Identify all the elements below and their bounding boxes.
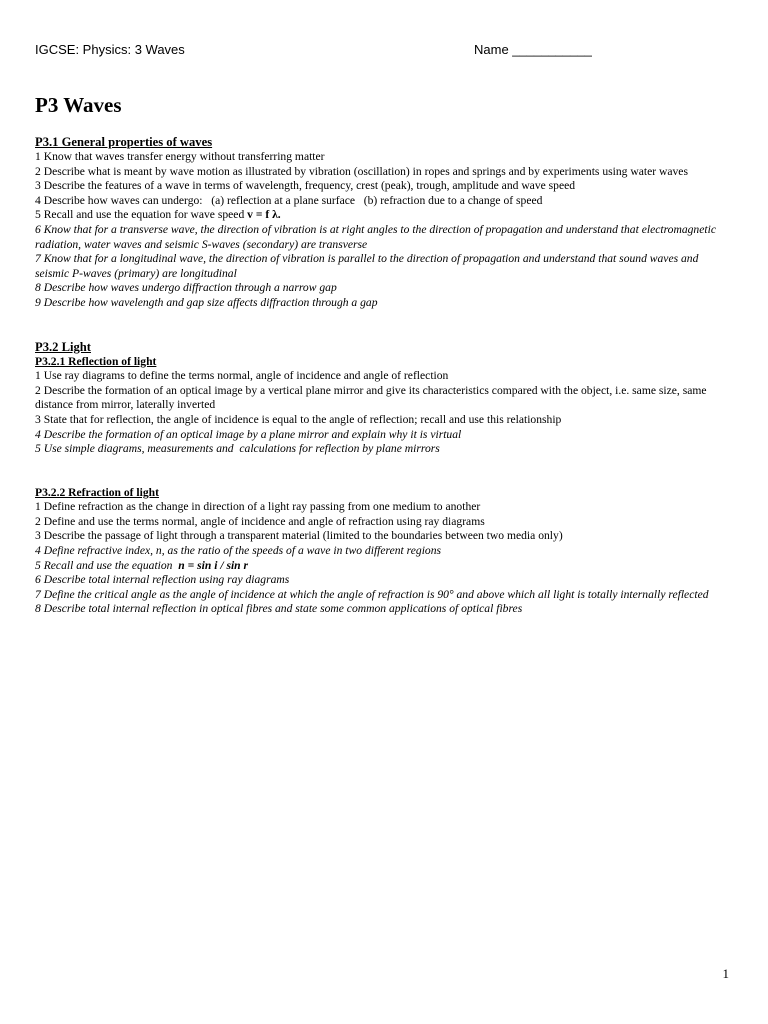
page-number: 1 bbox=[722, 966, 729, 981]
section-heading: P3.2 Light bbox=[35, 339, 91, 354]
list-item: 3 Describe the features of a wave in terms of wavelength, frequency, crest (peak), trough, amplitude and wave speed bbox=[35, 179, 576, 193]
list-item-text: 5 Recall and use the equation for wave speed bbox=[35, 208, 248, 222]
refractive-index-equation: n = sin i / sin r bbox=[178, 558, 249, 572]
list-item: 5 Use simple diagrams, measurements and calculations for reflection by plane mirrors bbox=[35, 442, 440, 456]
list-item-text: 5 Recall and use the equation bbox=[35, 558, 179, 572]
document-body bbox=[35, 135, 735, 617]
wave-speed-equation: v = f λ. bbox=[247, 208, 281, 222]
list-item: 1 Know that waves transfer energy without transferring matter bbox=[35, 150, 325, 163]
page-header bbox=[35, 42, 733, 60]
list-item: 1 Define refraction as the change in direction of a light ray passing from one medium to another bbox=[35, 500, 481, 514]
list-item: 4 Describe the formation of an optical image by a plane mirror and explain why it is virtual bbox=[35, 427, 462, 441]
list-item: 4 Describe how waves can undergo: (a) reflection at a plane surface (b) refraction due to a change of speed bbox=[35, 193, 543, 207]
section-heading: P3.1 General properties of waves bbox=[35, 135, 213, 149]
list-item: 1 Use ray diagrams to define the terms normal, angle of incidence and angle of reflection bbox=[35, 369, 449, 383]
subsection-heading: P3.2.1 Reflection of light bbox=[35, 354, 157, 368]
list-item: 7 Define the critical angle as the angle of incidence at which the angle of refraction is 90° and above which all light is totally internally reflected bbox=[35, 587, 709, 601]
list-item: 2 Define and use the terms normal, angle of incidence and angle of refraction using ray diagrams bbox=[35, 514, 485, 528]
page-title: P3 Waves bbox=[35, 93, 122, 117]
subsection-heading: P3.2.2 Refraction of light bbox=[35, 485, 159, 499]
header-course-title: IGCSE: Physics: 3 Waves bbox=[35, 42, 185, 57]
list-item: 4 Define refractive index, n, as the ratio of the speeds of a wave in two different regions bbox=[35, 544, 442, 558]
list-item bbox=[35, 559, 735, 574]
subsection-reflection bbox=[35, 355, 735, 457]
list-item: 9 Describe how wavelength and gap size affects diffraction through a gap bbox=[35, 295, 378, 309]
list-item: 2 Describe the formation of an optical image by a vertical plane mirror and give its characteristics compared with the object, i.e. same size, same distance from mirror, laterally inverted bbox=[35, 383, 707, 412]
list-item bbox=[35, 208, 735, 223]
list-item: 2 Describe what is meant by wave motion as illustrated by vibration (oscillation) in ropes and springs and by experiments using water waves bbox=[35, 164, 688, 178]
list-item: 6 Describe total internal reflection using ray diagrams bbox=[35, 573, 290, 587]
list-item: 3 Describe the passage of light through a transparent material (limited to the boundaries between two media only) bbox=[35, 529, 563, 543]
spacer bbox=[35, 457, 735, 486]
list-item: 3 State that for reflection, the angle of incidence is equal to the angle of reflection; recall and use this relationship bbox=[35, 412, 562, 426]
list-item: 8 Describe how waves undergo diffraction through a narrow gap bbox=[35, 281, 337, 295]
list-item: 7 Know that for a longitudinal wave, the direction of vibration is parallel to the direction of propagation and understand that sound waves and seismic P-waves (primary) are longitudinal bbox=[35, 252, 699, 280]
section-general-properties bbox=[35, 135, 735, 311]
subsection-refraction bbox=[35, 486, 735, 617]
list-item: 6 Know that for a transverse wave, the direction of vibration is at right angles to the direction of propagation and understand that electromagnetic radiation, water waves and seismic S-waves (secondary) are transverse bbox=[35, 222, 716, 251]
section-light bbox=[35, 340, 735, 618]
list-item: 8 Describe total internal reflection in optical fibres and state some common applications of optical fibres bbox=[35, 602, 523, 616]
spacer bbox=[35, 311, 735, 340]
header-name-field: Name ___________ bbox=[474, 42, 592, 57]
